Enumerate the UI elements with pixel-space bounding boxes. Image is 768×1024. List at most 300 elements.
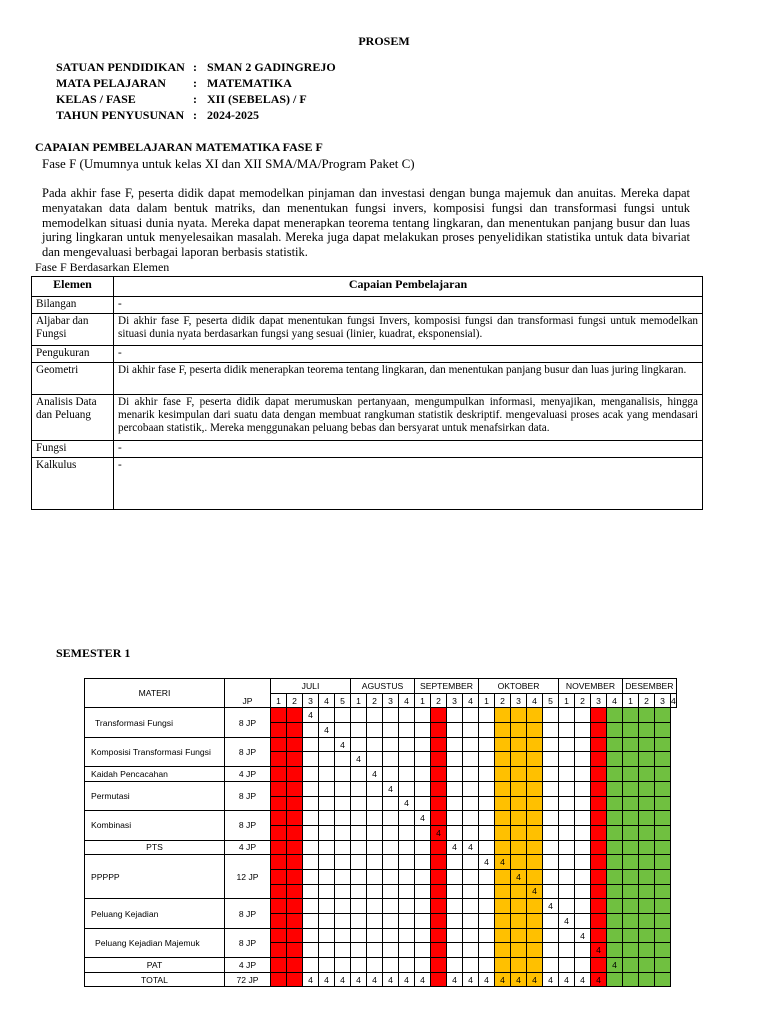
materi-jp: 8 JP bbox=[225, 811, 271, 840]
week-cell bbox=[655, 869, 671, 884]
week-cell bbox=[271, 752, 287, 767]
week-cell bbox=[319, 708, 335, 723]
week-cell bbox=[367, 708, 383, 723]
week-cell bbox=[543, 723, 559, 738]
week-cell bbox=[447, 737, 463, 752]
week-cell bbox=[447, 825, 463, 840]
week-cell bbox=[271, 825, 287, 840]
info-label: MATA PELAJARAN bbox=[56, 76, 166, 90]
week-cell bbox=[351, 811, 367, 826]
week-number: 4 bbox=[527, 693, 543, 708]
week-cell bbox=[495, 899, 511, 914]
materi-name: PPPPP bbox=[85, 855, 225, 899]
week-cell bbox=[607, 869, 623, 884]
month-header: JULI bbox=[271, 679, 351, 694]
week-cell bbox=[527, 825, 543, 840]
week-cell bbox=[623, 737, 639, 752]
week-cell bbox=[271, 899, 287, 914]
week-number: 5 bbox=[335, 693, 351, 708]
week-number: 1 bbox=[623, 693, 639, 708]
week-cell bbox=[271, 723, 287, 738]
week-cell bbox=[591, 840, 607, 855]
week-cell bbox=[655, 972, 671, 987]
week-cell bbox=[319, 825, 335, 840]
week-cell bbox=[351, 855, 367, 870]
week-cell bbox=[415, 840, 431, 855]
week-cell bbox=[495, 796, 511, 811]
week-cell bbox=[287, 855, 303, 870]
week-cell bbox=[431, 752, 447, 767]
week-cell: 4 bbox=[511, 972, 527, 987]
week-cell: 4 bbox=[527, 972, 543, 987]
week-cell: 4 bbox=[543, 972, 559, 987]
week-cell: 4 bbox=[415, 811, 431, 826]
week-cell bbox=[319, 958, 335, 973]
week-cell bbox=[607, 752, 623, 767]
week-cell bbox=[351, 928, 367, 943]
week-cell bbox=[367, 884, 383, 899]
info-value: 2024-2025 bbox=[207, 108, 259, 122]
week-cell bbox=[415, 869, 431, 884]
week-cell bbox=[495, 958, 511, 973]
week-cell bbox=[639, 884, 655, 899]
week-cell bbox=[367, 899, 383, 914]
week-cell bbox=[367, 928, 383, 943]
week-cell bbox=[447, 884, 463, 899]
week-cell bbox=[383, 958, 399, 973]
week-cell bbox=[495, 825, 511, 840]
week-cell bbox=[287, 884, 303, 899]
week-cell bbox=[639, 811, 655, 826]
week-cell bbox=[495, 723, 511, 738]
materi-row bbox=[85, 958, 677, 973]
week-cell bbox=[527, 767, 543, 782]
week-cell bbox=[543, 869, 559, 884]
week-cell bbox=[623, 972, 639, 987]
week-cell bbox=[511, 899, 527, 914]
week-cell bbox=[495, 928, 511, 943]
week-cell bbox=[383, 855, 399, 870]
week-cell bbox=[591, 708, 607, 723]
week-cell bbox=[495, 737, 511, 752]
week-cell: 4 bbox=[463, 840, 479, 855]
week-cell bbox=[527, 752, 543, 767]
week-cell bbox=[479, 884, 495, 899]
week-cell bbox=[287, 796, 303, 811]
materi-jp: 8 JP bbox=[225, 899, 271, 928]
week-cell bbox=[495, 840, 511, 855]
week-cell bbox=[383, 723, 399, 738]
week-cell bbox=[543, 914, 559, 929]
capaian-cell: - bbox=[114, 297, 703, 314]
elemen-table bbox=[31, 276, 703, 510]
week-cell: 4 bbox=[351, 972, 367, 987]
week-cell bbox=[303, 752, 319, 767]
week-cell bbox=[463, 781, 479, 796]
week-cell bbox=[431, 737, 447, 752]
materi-row bbox=[85, 928, 677, 943]
week-cell bbox=[367, 914, 383, 929]
week-cell bbox=[447, 914, 463, 929]
week-cell bbox=[623, 723, 639, 738]
materi-row bbox=[85, 840, 677, 855]
week-cell bbox=[575, 855, 591, 870]
week-cell bbox=[335, 884, 351, 899]
week-cell bbox=[383, 737, 399, 752]
week-cell bbox=[575, 914, 591, 929]
elemen-cell: Pengukuran bbox=[32, 346, 114, 363]
elemen-cell: Fungsi bbox=[32, 441, 114, 458]
week-number: 4 bbox=[319, 693, 335, 708]
week-cell bbox=[367, 958, 383, 973]
week-cell bbox=[527, 958, 543, 973]
week-cell bbox=[303, 884, 319, 899]
week-cell bbox=[447, 811, 463, 826]
week-cell bbox=[543, 811, 559, 826]
capaian-cell: Di akhir fase F, peserta didik dapat menentukan fungsi Invers, komposisi fungsi dan transformasi fungsi untuk memodelkan situasi dunia nyata berdasarkan fungsi yang sesuai (linier, kuadrat, eksponensial). bbox=[114, 314, 703, 346]
materi-row bbox=[85, 767, 677, 782]
week-cell bbox=[335, 943, 351, 958]
week-cell: 4 bbox=[575, 972, 591, 987]
week-cell bbox=[591, 855, 607, 870]
week-cell bbox=[303, 840, 319, 855]
week-cell bbox=[559, 943, 575, 958]
week-cell bbox=[559, 767, 575, 782]
week-cell bbox=[511, 781, 527, 796]
week-cell bbox=[655, 914, 671, 929]
week-cell bbox=[431, 767, 447, 782]
week-cell bbox=[351, 767, 367, 782]
materi-name: Peluang Kejadian Majemuk bbox=[85, 928, 225, 957]
elemen-row bbox=[32, 297, 703, 314]
week-cell bbox=[495, 708, 511, 723]
week-cell bbox=[591, 796, 607, 811]
week-cell bbox=[511, 752, 527, 767]
week-number: 4 bbox=[671, 693, 677, 708]
week-cell bbox=[415, 958, 431, 973]
week-cell bbox=[351, 884, 367, 899]
month-header: DESEMBER bbox=[623, 679, 677, 694]
week-cell: 4 bbox=[543, 899, 559, 914]
week-cell bbox=[287, 899, 303, 914]
week-cell bbox=[351, 840, 367, 855]
week-cell: 4 bbox=[383, 972, 399, 987]
week-number: 5 bbox=[543, 693, 559, 708]
week-cell bbox=[431, 958, 447, 973]
week-cell bbox=[607, 796, 623, 811]
week-cell bbox=[639, 928, 655, 943]
week-cell bbox=[511, 958, 527, 973]
week-cell bbox=[575, 869, 591, 884]
week-cell bbox=[591, 884, 607, 899]
week-cell bbox=[399, 943, 415, 958]
week-cell bbox=[383, 796, 399, 811]
week-cell bbox=[543, 737, 559, 752]
week-cell bbox=[591, 752, 607, 767]
week-cell bbox=[607, 972, 623, 987]
week-cell bbox=[287, 840, 303, 855]
elemen-row bbox=[32, 458, 703, 510]
week-cell bbox=[447, 708, 463, 723]
week-cell bbox=[335, 708, 351, 723]
week-cell bbox=[655, 840, 671, 855]
week-cell bbox=[287, 928, 303, 943]
week-cell bbox=[383, 869, 399, 884]
week-cell bbox=[431, 855, 447, 870]
week-cell bbox=[431, 928, 447, 943]
capaian-cell: - bbox=[114, 441, 703, 458]
week-cell bbox=[271, 958, 287, 973]
week-cell bbox=[319, 899, 335, 914]
week-number: 3 bbox=[447, 693, 463, 708]
week-cell bbox=[399, 958, 415, 973]
week-number: 2 bbox=[495, 693, 511, 708]
week-cell bbox=[335, 796, 351, 811]
week-cell bbox=[447, 928, 463, 943]
week-cell bbox=[287, 825, 303, 840]
week-cell bbox=[335, 781, 351, 796]
week-number: 1 bbox=[351, 693, 367, 708]
week-cell: 4 bbox=[335, 972, 351, 987]
week-cell bbox=[271, 928, 287, 943]
week-cell bbox=[303, 928, 319, 943]
week-cell bbox=[399, 723, 415, 738]
week-cell bbox=[399, 855, 415, 870]
week-cell bbox=[511, 884, 527, 899]
week-cell bbox=[303, 781, 319, 796]
month-header: NOVEMBER bbox=[559, 679, 623, 694]
elemen-row bbox=[32, 395, 703, 441]
week-cell bbox=[431, 914, 447, 929]
week-cell bbox=[495, 914, 511, 929]
week-cell bbox=[399, 899, 415, 914]
week-cell bbox=[623, 899, 639, 914]
elemen-header: Elemen bbox=[32, 277, 114, 297]
materi-name: PAT bbox=[85, 958, 225, 973]
week-cell bbox=[511, 737, 527, 752]
week-cell: 4 bbox=[431, 825, 447, 840]
week-cell bbox=[271, 767, 287, 782]
week-cell bbox=[495, 767, 511, 782]
week-cell: 4 bbox=[351, 752, 367, 767]
materi-jp: 4 JP bbox=[225, 958, 271, 973]
week-cell bbox=[303, 825, 319, 840]
week-number: 3 bbox=[303, 693, 319, 708]
week-cell bbox=[319, 752, 335, 767]
week-cell bbox=[287, 708, 303, 723]
week-cell bbox=[639, 899, 655, 914]
week-cell bbox=[431, 884, 447, 899]
week-cell bbox=[479, 958, 495, 973]
week-cell bbox=[591, 767, 607, 782]
week-cell bbox=[607, 840, 623, 855]
week-cell bbox=[319, 928, 335, 943]
week-cell bbox=[559, 737, 575, 752]
week-cell bbox=[351, 723, 367, 738]
week-cell bbox=[543, 752, 559, 767]
week-cell bbox=[271, 972, 287, 987]
week-cell bbox=[399, 825, 415, 840]
week-cell bbox=[639, 737, 655, 752]
week-cell bbox=[415, 943, 431, 958]
week-cell bbox=[559, 752, 575, 767]
week-cell: 4 bbox=[495, 855, 511, 870]
week-cell bbox=[319, 767, 335, 782]
week-cell bbox=[463, 825, 479, 840]
week-cell bbox=[335, 811, 351, 826]
elemen-table-caption: Fase F Berdasarkan Elemen bbox=[35, 260, 170, 274]
week-cell bbox=[655, 737, 671, 752]
week-cell bbox=[495, 869, 511, 884]
week-cell bbox=[479, 899, 495, 914]
week-cell bbox=[335, 869, 351, 884]
info-row bbox=[56, 76, 292, 91]
week-cell bbox=[527, 869, 543, 884]
semester-schedule-table bbox=[84, 678, 677, 987]
week-cell bbox=[575, 825, 591, 840]
week-cell bbox=[623, 928, 639, 943]
week-number: 3 bbox=[591, 693, 607, 708]
week-cell bbox=[511, 825, 527, 840]
week-cell bbox=[543, 884, 559, 899]
week-cell bbox=[591, 811, 607, 826]
week-cell bbox=[607, 914, 623, 929]
week-cell bbox=[319, 869, 335, 884]
week-cell bbox=[303, 958, 319, 973]
week-cell bbox=[431, 840, 447, 855]
week-cell: 4 bbox=[559, 972, 575, 987]
week-cell: 4 bbox=[479, 855, 495, 870]
week-cell bbox=[623, 869, 639, 884]
week-cell bbox=[287, 958, 303, 973]
week-cell bbox=[335, 855, 351, 870]
capaian-subheading: Fase F (Umumnya untuk kelas XI dan XII SMA/MA/Program Paket C) bbox=[42, 156, 415, 171]
week-cell bbox=[367, 723, 383, 738]
week-cell bbox=[591, 958, 607, 973]
week-cell bbox=[559, 884, 575, 899]
week-cell bbox=[303, 914, 319, 929]
month-header: SEPTEMBER bbox=[415, 679, 479, 694]
week-cell bbox=[351, 708, 367, 723]
week-cell bbox=[511, 840, 527, 855]
week-cell bbox=[527, 723, 543, 738]
week-cell bbox=[479, 708, 495, 723]
week-cell: 4 bbox=[367, 972, 383, 987]
info-value: MATEMATIKA bbox=[207, 76, 292, 90]
week-cell bbox=[431, 943, 447, 958]
week-cell bbox=[623, 914, 639, 929]
week-cell bbox=[543, 958, 559, 973]
week-cell bbox=[383, 752, 399, 767]
week-cell bbox=[591, 899, 607, 914]
week-cell bbox=[319, 943, 335, 958]
materi-name: Komposisi Transformasi Fungsi bbox=[85, 737, 225, 766]
week-cell bbox=[607, 767, 623, 782]
week-cell bbox=[367, 825, 383, 840]
week-cell bbox=[495, 811, 511, 826]
info-value: XII (SEBELAS) / F bbox=[207, 92, 307, 106]
week-cell bbox=[415, 855, 431, 870]
total-label: TOTAL bbox=[85, 972, 225, 987]
week-cell bbox=[367, 781, 383, 796]
week-cell bbox=[607, 884, 623, 899]
week-cell bbox=[351, 825, 367, 840]
week-cell bbox=[559, 825, 575, 840]
week-number: 2 bbox=[367, 693, 383, 708]
total-jp: 72 JP bbox=[225, 972, 271, 987]
week-cell bbox=[319, 884, 335, 899]
week-cell bbox=[367, 869, 383, 884]
week-cell bbox=[271, 943, 287, 958]
week-cell bbox=[575, 840, 591, 855]
week-cell bbox=[527, 708, 543, 723]
info-value: SMAN 2 GADINGREJO bbox=[207, 60, 336, 74]
info-colon: : bbox=[193, 92, 197, 106]
week-cell bbox=[607, 723, 623, 738]
week-cell bbox=[399, 840, 415, 855]
week-cell bbox=[479, 723, 495, 738]
week-cell: 4 bbox=[303, 972, 319, 987]
week-cell bbox=[463, 928, 479, 943]
week-cell bbox=[639, 855, 655, 870]
week-cell bbox=[479, 928, 495, 943]
week-cell bbox=[463, 884, 479, 899]
week-cell bbox=[335, 723, 351, 738]
info-colon: : bbox=[193, 60, 197, 74]
week-cell bbox=[399, 767, 415, 782]
week-cell bbox=[303, 723, 319, 738]
week-cell bbox=[415, 796, 431, 811]
week-cell bbox=[447, 781, 463, 796]
elemen-cell: Analisis Data dan Peluang bbox=[32, 395, 114, 441]
week-cell bbox=[351, 958, 367, 973]
month-header: AGUSTUS bbox=[351, 679, 415, 694]
week-cell: 4 bbox=[367, 767, 383, 782]
week-cell bbox=[351, 737, 367, 752]
week-cell bbox=[447, 796, 463, 811]
capaian-heading: CAPAIAN PEMBELAJARAN MATEMATIKA FASE F bbox=[35, 140, 323, 154]
week-cell bbox=[495, 781, 511, 796]
week-cell bbox=[463, 943, 479, 958]
capaian-header: Capaian Pembelajaran bbox=[114, 277, 703, 297]
week-cell bbox=[415, 884, 431, 899]
week-cell bbox=[383, 914, 399, 929]
week-cell: 4 bbox=[559, 914, 575, 929]
week-cell bbox=[543, 855, 559, 870]
week-cell bbox=[527, 943, 543, 958]
week-cell bbox=[271, 884, 287, 899]
week-cell bbox=[383, 840, 399, 855]
week-cell bbox=[399, 708, 415, 723]
week-cell bbox=[543, 781, 559, 796]
week-cell bbox=[399, 869, 415, 884]
week-number: 2 bbox=[639, 693, 655, 708]
week-cell bbox=[319, 855, 335, 870]
week-cell bbox=[447, 752, 463, 767]
week-cell bbox=[335, 958, 351, 973]
materi-jp: 4 JP bbox=[225, 767, 271, 782]
week-cell bbox=[415, 928, 431, 943]
week-cell bbox=[559, 796, 575, 811]
materi-jp: 8 JP bbox=[225, 928, 271, 957]
week-cell bbox=[319, 737, 335, 752]
week-cell bbox=[287, 811, 303, 826]
week-cell bbox=[399, 811, 415, 826]
week-number: 3 bbox=[383, 693, 399, 708]
week-cell bbox=[639, 723, 655, 738]
week-cell bbox=[559, 708, 575, 723]
week-cell bbox=[639, 914, 655, 929]
